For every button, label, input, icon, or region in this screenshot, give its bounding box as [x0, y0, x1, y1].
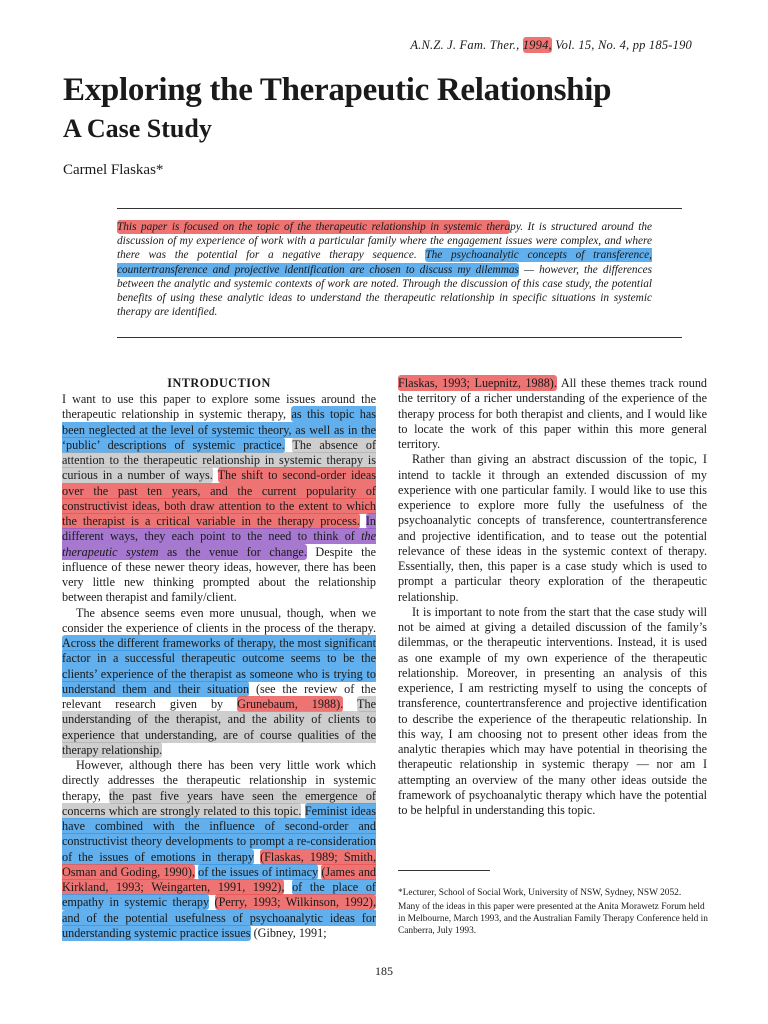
highlight-blue: of the place of empathy in systemic therapy — [62, 880, 376, 910]
text-run: (Gibney, 1991; — [253, 925, 327, 940]
emphasis-text: the therapeutic system — [62, 529, 377, 559]
footnote-author-affiliation: *Lecturer, School of Social Work, University of NSW, Sydney, NSW 2052. — [398, 888, 682, 898]
highlight-grey: The understanding of the therapist, and the ability of clients to experience that understanding, are of course qualities of the therapy relationship. — [62, 697, 376, 757]
paragraph: Rather than giving an abstract discussion of the topic, I intend to tackle it through an extended discussion of my experience with one particular family. I would like to use this experience to explore more fully the usefulness of the psychoanalytic concepts of transference, countertransference and projective identification, and to tease out the potential relevance of these ideas in the systemic context of therapy. Essentially, then, this paper is a case study which is used to prompt a particular theory exploration of the therapeutic relationship. — [398, 452, 707, 604]
footnote-rule — [398, 870, 490, 871]
journal-year-highlight: 1994, — [522, 38, 552, 52]
text-run: Despite the influence of these newer theory ideas, however, there has been very little new thinking prompted about the relationship between therapist and family/client. — [62, 544, 377, 605]
highlight-blue: as this topic has been neglected at the level of systemic theory, as well as in the ‘public’ descriptions of systemic practice. — [62, 407, 376, 452]
abstract-bottom-rule — [117, 337, 682, 338]
abstract-top-rule — [117, 208, 682, 209]
highlight-blue: Across the different frameworks of therapy, the most significant factor in a successful therapeutic outcome seems to be the clients’ experience of the therapist as someone who is trying to understand them and their situation — [62, 636, 376, 696]
highlight-red: (Flaskas, 1989; Smith, Osman and Goding, 1990), — [62, 849, 376, 879]
author-name: Carmel Flaskas* — [63, 162, 164, 178]
paragraph — [62, 758, 376, 941]
highlight-blue: of the issues of intimacy — [198, 864, 319, 879]
abstract-highlight-red: This paper is focused on the topic of the therapeutic relationship in systemic thera — [117, 221, 511, 233]
text-run: I want to use this paper to explore some issues around the therapeutic relationship in systemic therapy, — [62, 392, 376, 422]
right-column — [398, 376, 707, 818]
paragraph — [398, 376, 707, 452]
highlight-grey: The absence of attention to the therapeutic relationship in systemic therapy is curious in a number of ways. — [62, 437, 376, 483]
journal-prefix: A.N.Z. J. Fam. Ther., — [410, 38, 520, 52]
paragraph — [62, 606, 376, 759]
paragraph — [62, 392, 376, 606]
highlight-blue: and of the potential usefulness of psychoanalytic ideas for understanding systemic practice issues — [62, 910, 376, 940]
highlight-red: Flaskas, 1993; Luepnitz, 1988). — [398, 376, 557, 390]
abstract — [117, 220, 652, 319]
abstract-highlight-blue: The psychoanalytic concepts of transference, countertransference and projective identification are chosen to discuss my dilemmas — [117, 249, 652, 276]
journal-citation — [410, 38, 692, 53]
highlight-red: The shift to second-order ideas over the past ten years, and the current popularity of constructivist ideas, both draw attention to the extent to which the therapist is a critical variable in the therapy process. — [62, 468, 376, 528]
highlight-grey: the past five years have seen the emergence of concerns which are strongly related to this topic. — [62, 788, 376, 818]
text-run: as the venue for change. — [167, 544, 307, 559]
text-run: The absence seems even more unusual, though, when we consider the experience of clients in the process of the therapy. — [62, 605, 376, 635]
text-run: All these themes track round the territory of a richer understanding of the experience of the therapy process for both therapist and clients, and I would like to locate the work of this paper within this more general territory. — [398, 376, 708, 451]
abstract-text: py. It is structured around the discussion of my experience of work with a particular family where the engagement issues were complex, and where there was the potential for a negative therapy sequence. — [117, 221, 653, 262]
left-column — [62, 392, 376, 941]
text-run: However, although there has been very little work which directly addresses the therapeutic relationship in systemic therapy, — [62, 758, 376, 803]
footnote-presentation-note: Many of the ideas in this paper were presented at the Anita Morawetz Forum held in Melbourne, March 1993, and the Australian Family Therapy Conference held in Canberra, July 1993. — [398, 902, 708, 936]
journal-volume: Vol. 15, No. 4, pp 185-190 — [555, 38, 692, 52]
highlight-red: Grunebaum, 1988). — [237, 697, 344, 711]
section-heading-introduction: INTRODUCTION — [167, 376, 271, 390]
highlight-red: (James and Kirkland, 1993; Weingarten, 1991, 1992), — [62, 864, 377, 894]
paper-subtitle: A Case Study — [63, 114, 212, 143]
paragraph: It is important to note from the start that the case study will not be aimed at giving a detailed discussion of the family’s dilemmas, or the therapeutic interventions. Instead, it is used as one example of my own experience of the therapeutic relationship. Moreover, in presenting an analysis of this experience, I am restricting myself to using the concepts of transference, countertransference and projective identification to describe the experience of the therapeutic relationship. In this way, I am choosing not to present other ideas from the analytic therapies which may have potential in theorising the therapeutic relationship in systemic therapy — nor am I attempting an overview of the many other ideas outside the framework of psychoanalytic therapy which have the potential to be helpful in understanding this topic. — [398, 604, 707, 817]
text-run: (see the review of the relevant research given by — [62, 681, 376, 711]
abstract-text: — however, the differences between the analytic and systemic contexts of work are noted. Through the discussion of this case study, the potential benefits of using these analytic ideas to understand the therapeutic relationship in specific situations in systemic therapy are identified. — [117, 263, 652, 319]
highlight-blue: Feminist ideas have combined with the influence of second-order and constructivist theory developments to prompt a re-consideration of the issues of emotions in therapy — [62, 803, 376, 864]
highlight-red: (Perry, 1993; Wilkinson, 1992), — [214, 895, 376, 910]
paper-title: Exploring the Therapeutic Relationship — [63, 72, 612, 108]
footnotes — [398, 887, 709, 939]
page-number: 185 — [375, 964, 393, 978]
text-run: In different ways, they each point to the need to think of — [62, 514, 377, 544]
